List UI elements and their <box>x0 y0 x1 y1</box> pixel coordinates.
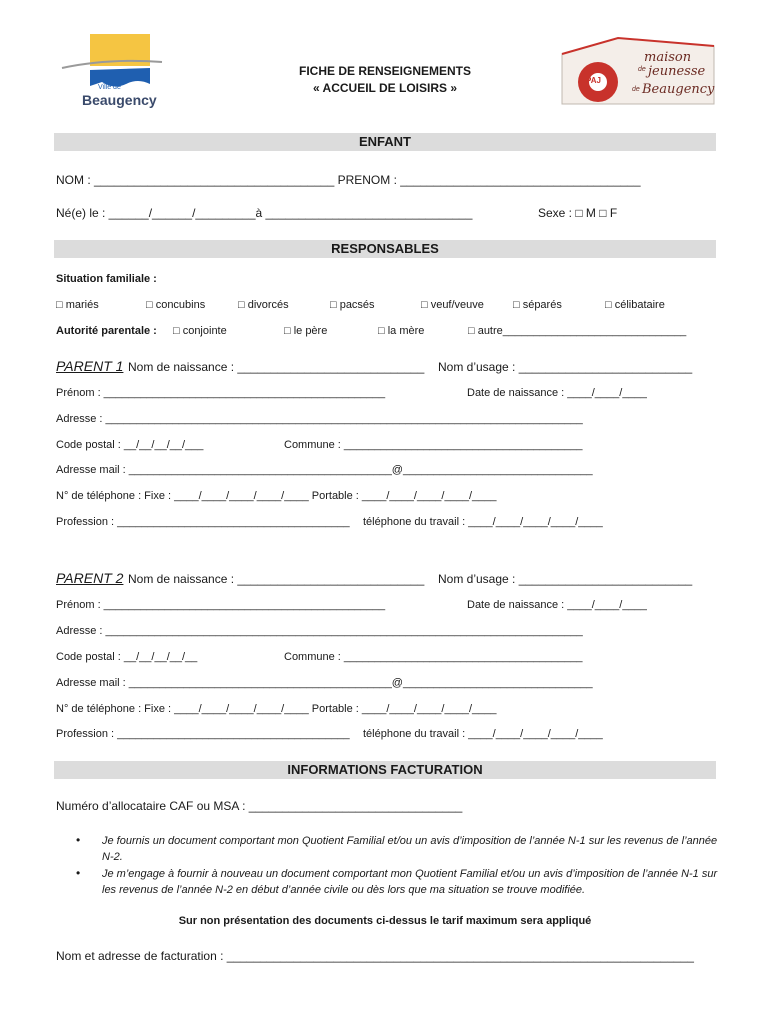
autorite-option-mere[interactable]: □ la mère <box>378 325 425 337</box>
section-facturation-title: INFORMATIONS FACTURATION <box>54 761 716 779</box>
bullet-icon: • <box>76 833 81 847</box>
parent1-profession-field[interactable]: Profession : ______________________________________ <box>56 516 350 528</box>
enfant-nom-prenom-field[interactable]: NOM : ____________________________________ PRENOM : ____________________________________ <box>56 173 641 187</box>
parent1-label: PARENT 1 <box>56 358 124 374</box>
allocataire-field[interactable]: Numéro d’allocataire CAF ou MSA : ________________________________ <box>56 799 463 813</box>
parent2-tel-travail-field[interactable]: téléphone du travail : ____/____/____/____/____ <box>363 728 603 740</box>
logo-beaugency: Beaugency <box>642 82 715 97</box>
bullet-icon: • <box>76 866 81 880</box>
enfant-naissance-field[interactable]: Né(e) le : ______/______/_________à _______________________________ <box>56 206 473 220</box>
beaugency-logo <box>58 32 168 112</box>
logo-jeunesse: jeunesse <box>648 64 706 79</box>
parent1-telephone-field[interactable]: N° de téléphone : Fixe : ____/____/____/____/____ Portable : ____/____/____/____/____ <box>56 490 497 502</box>
autorite-option-conjointe[interactable]: □ conjointe <box>173 325 227 337</box>
situation-option-maries[interactable]: □ mariés <box>56 299 99 311</box>
parent2-nom-usage-field[interactable]: Nom d’usage : __________________________ <box>438 572 693 586</box>
parent1-date-naissance-field[interactable]: Date de naissance : ____/____/____ <box>467 387 647 399</box>
parent1-adresse-field[interactable]: Adresse : ______________________________________________________________________________ <box>56 413 583 425</box>
parent2-profession-field[interactable]: Profession : ______________________________________ <box>56 728 350 740</box>
page-title-line2: « ACCUEIL DE LOISIRS » <box>312 81 458 95</box>
logo-beaugency-name: Beaugency <box>82 92 157 108</box>
autorite-option-pere[interactable]: □ le père <box>284 325 328 337</box>
page-title-line1: FICHE DE RENSEIGNEMENTS <box>298 64 472 78</box>
enfant-sexe-checkboxes[interactable]: Sexe : □ M □ F <box>538 206 618 220</box>
parent1-code-postal-field[interactable]: Code postal : __/__/__/__/___ <box>56 439 204 451</box>
situation-option-pacses[interactable]: □ pacsés <box>330 299 375 311</box>
parent2-date-naissance-field[interactable]: Date de naissance : ____/____/____ <box>467 599 647 611</box>
parent1-mail-field[interactable]: Adresse mail : ___________________________________________@_______________________________ <box>56 464 593 476</box>
logo-de-2: de <box>632 86 640 93</box>
logo-de-1: de <box>638 66 646 73</box>
parent2-telephone-field[interactable]: N° de téléphone : Fixe : ____/____/____/____/____ Portable : ____/____/____/____/____ <box>56 703 497 715</box>
facturation-bullet-1: Je fournis un document comportant mon Quotient Familial et/ou un avis d’imposition de l’année N-1 sur les revenus de l’année N-2. <box>102 835 718 863</box>
autorite-parentale-label: Autorité parentale : <box>56 325 157 337</box>
situation-option-separes[interactable]: □ séparés <box>513 299 562 311</box>
parent2-nom-naissance-field[interactable]: Nom de naissance : ____________________________ <box>128 572 425 586</box>
parent2-mail-field[interactable]: Adresse mail : ___________________________________________@_______________________________ <box>56 677 593 689</box>
parent2-commune-field[interactable]: Commune : _______________________________________ <box>284 651 583 663</box>
autorite-option-autre[interactable]: □ autre______________________________ <box>468 325 687 337</box>
situation-option-celibataire[interactable]: □ célibataire <box>605 299 665 311</box>
nom-adresse-facturation-field[interactable]: Nom et adresse de facturation : ______________________________________________________________________ <box>56 949 694 963</box>
facturation-bullet-2: Je m’engage à fournir à nouveau un document comportant mon Quotient Familial et/ou un avis d’imposition de l’année N-1 sur les revenus de l’année N-2 en début d’année civile ou dès lors que ma situation se trouve modifiée. <box>102 868 718 896</box>
parent1-commune-field[interactable]: Commune : _______________________________________ <box>284 439 583 451</box>
parent2-code-postal-field[interactable]: Code postal : __/__/__/__/__ <box>56 651 198 663</box>
situation-option-veuf[interactable]: □ veuf/veuve <box>421 299 484 311</box>
situation-option-concubins[interactable]: □ concubins <box>146 299 206 311</box>
parent1-prenom-field[interactable]: Prénom : ______________________________________________ <box>56 387 386 399</box>
parent2-adresse-field[interactable]: Adresse : ______________________________________________________________________________ <box>56 625 583 637</box>
parent1-nom-usage-field[interactable]: Nom d’usage : __________________________ <box>438 360 693 374</box>
situation-familiale-label: Situation familiale : <box>56 273 157 285</box>
situation-option-divorces[interactable]: □ divorcés <box>238 299 289 311</box>
logo-ville-de: Ville de <box>98 84 121 91</box>
section-enfant-title: ENFANT <box>54 133 716 151</box>
tarif-warning: Sur non présentation des documents ci-dessus le tarif maximum sera appliqué <box>178 915 592 927</box>
parent2-label: PARENT 2 <box>56 570 124 586</box>
maison-jeunesse-logo <box>558 32 718 106</box>
section-responsables-title: RESPONSABLES <box>54 240 716 258</box>
parent1-nom-naissance-field[interactable]: Nom de naissance : ____________________________ <box>128 360 425 374</box>
parent2-prenom-field[interactable]: Prénom : ______________________________________________ <box>56 599 386 611</box>
parent1-tel-travail-field[interactable]: téléphone du travail : ____/____/____/____/____ <box>363 516 603 528</box>
logo-paj-badge: PAJ <box>586 76 601 85</box>
logo-maison: maison <box>644 50 692 65</box>
